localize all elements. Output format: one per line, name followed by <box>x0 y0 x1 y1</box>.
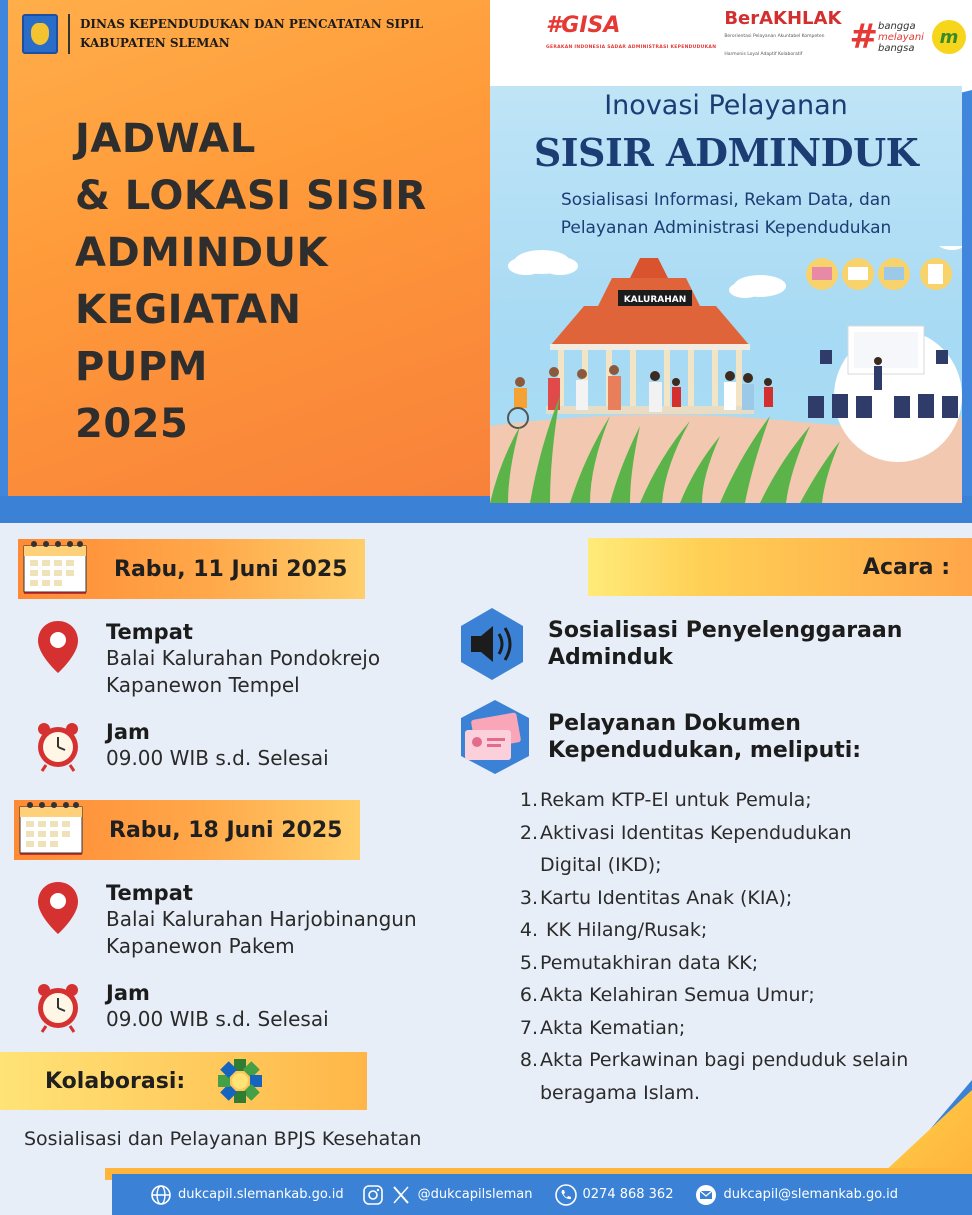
list-item: 2. Aktivasi Identitas Kependudukan <box>519 821 852 844</box>
alarm-clock-icon <box>36 980 80 1036</box>
brand-logos <box>546 8 966 62</box>
list-item: 7. Akta Kematian; <box>519 1016 686 1039</box>
x-twitter-icon <box>390 1184 412 1206</box>
place-line1: Balai Kalurahan Pondokrejo <box>106 646 381 670</box>
list-item: 8. Akta Perkawinan bagi penduduk selain <box>519 1049 909 1071</box>
location-info-1 <box>36 619 380 699</box>
alarm-clock-icon <box>36 719 80 775</box>
list-item: 3. Kartu Identitas Anak (KIA); <box>519 886 793 909</box>
bangga-melayani-bangsa-logo <box>849 17 924 57</box>
event-title-line2: Adminduk <box>548 645 673 670</box>
berakhlak-subtext: Berorientasi Pelayanan Akuntabel Kompeten Harmonis Loyal Adaptif Kolaboratif <box>724 34 825 57</box>
phone-icon <box>555 1184 577 1206</box>
phone-text: 0274 868 362 <box>582 1187 674 1202</box>
list-item: 6. Akta Kelahiran Semua Umur; <box>519 984 815 1006</box>
poster-title: SISIR ADMINDUK <box>533 130 919 175</box>
time-heading: Jam <box>106 981 150 1005</box>
organization-name <box>80 15 423 53</box>
list-item: 5. Pemutakhiran data KK; <box>519 951 759 974</box>
instagram-icon <box>362 1184 384 1206</box>
phone-link[interactable] <box>555 1184 674 1206</box>
email-link[interactable] <box>695 1184 897 1206</box>
calendar-icon <box>20 536 90 596</box>
sleman-logo <box>22 14 58 54</box>
list-item: 4. KK Hilang/Rusak; <box>519 919 708 941</box>
organization-header <box>22 14 423 54</box>
speaker-icon <box>459 606 525 682</box>
time-heading: Jam <box>106 720 150 744</box>
time-value: 09.00 WIB s.d. Selesai <box>106 746 329 770</box>
hero-banner <box>0 0 972 523</box>
hashtag-icon: # <box>849 17 878 57</box>
time-value: 09.00 WIB s.d. Selesai <box>106 1007 329 1031</box>
building-sign: KALURAHAN <box>623 295 687 305</box>
social-handle: @dukcapilsleman <box>417 1187 533 1202</box>
social-link[interactable] <box>362 1184 533 1206</box>
place-heading: Tempat <box>106 881 193 905</box>
page-title <box>75 111 475 453</box>
divider <box>68 14 70 54</box>
gisa-text: #GISA <box>546 13 621 38</box>
location-info-2 <box>36 880 417 960</box>
place-line2: Kapanewon Pakem <box>106 934 295 958</box>
title-line: KEGIATAN <box>75 287 302 333</box>
title-line: 2025 <box>75 401 189 447</box>
bangsa-text: bangsa <box>877 42 915 54</box>
kolaborasi-banner <box>0 1052 367 1110</box>
date-label: Rabu, 11 Juni 2025 <box>114 556 348 582</box>
event-title-line1: Pelayanan Dokumen <box>548 711 801 736</box>
kolaborasi-label: Kolaborasi: <box>45 1068 186 1094</box>
email-text: dukcapil@slemankab.go.id <box>723 1187 898 1202</box>
place-line1: Balai Kalurahan Harjobinangun <box>106 907 417 931</box>
website-link[interactable] <box>150 1184 344 1206</box>
event-sosialisasi <box>459 606 902 682</box>
kolaborasi-description: Sosialisasi dan Pelayanan BPJS Kesehatan <box>24 1128 422 1150</box>
event-title-line1: Sosialisasi Penyelenggaraan <box>548 618 903 643</box>
contact-footer <box>112 1174 972 1215</box>
list-item-continuation: beragama Islam. <box>540 1081 701 1104</box>
bpjs-kesehatan-logo <box>213 1054 267 1108</box>
organization-name-line1: DINAS KEPENDUDUKAN DAN PENCATATAN SIPIL <box>80 17 424 31</box>
globe-icon <box>150 1184 172 1206</box>
title-line: JADWAL <box>75 116 256 162</box>
title-line: PUPM <box>75 344 208 390</box>
event-pelayanan <box>459 698 861 776</box>
list-item: 1. Rekam KTP-El untuk Pemula; <box>519 789 812 811</box>
gisa-subtext: GERAKAN INDONESIA SADAR ADMINISTRASI KEPENDUDUKAN <box>546 45 717 50</box>
place-heading: Tempat <box>106 620 193 644</box>
poster-subtitle: Inovasi Pelayanan <box>604 90 848 121</box>
sisir-adminduk-poster <box>490 86 962 503</box>
berakhlak-logo <box>724 10 841 64</box>
date-label: Rabu, 18 Juni 2025 <box>109 817 343 843</box>
organization-name-line2: KABUPATEN SLEMAN <box>80 36 230 50</box>
id-card-icon <box>459 698 531 776</box>
poster-description-line1: Sosialisasi Informasi, Rekam Data, dan <box>561 190 891 210</box>
village-hall-illustration <box>490 246 962 503</box>
poster-description-line2: Pelayanan Administrasi Kependudukan <box>560 218 892 238</box>
service-list <box>514 784 964 1109</box>
time-info-1 <box>36 719 329 775</box>
location-pin-icon <box>36 619 80 675</box>
acara-label: Acara : <box>862 554 950 580</box>
poster-description <box>490 186 962 242</box>
event-title-line2: Kependudukan, meliputi: <box>548 738 862 763</box>
title-line: ADMINDUK <box>75 230 329 276</box>
melayani-text: melayani <box>877 31 924 43</box>
bangga-text: bangga <box>877 20 916 32</box>
calendar-icon <box>16 797 86 857</box>
email-icon <box>695 1184 717 1206</box>
website-text: dukcapil.slemankab.go.id <box>178 1187 344 1202</box>
acara-banner <box>588 538 972 596</box>
gisa-logo <box>546 15 716 59</box>
location-pin-icon <box>36 880 80 936</box>
berakhlak-text: BerAKHLAK <box>724 8 842 29</box>
m-logo-icon: m <box>932 20 966 54</box>
title-line: & LOKASI SISIR <box>75 173 427 219</box>
list-item-continuation: Digital (IKD); <box>540 854 662 876</box>
place-line2: Kapanewon Tempel <box>106 673 300 697</box>
time-info-2 <box>36 980 329 1036</box>
document-icons <box>806 258 952 290</box>
